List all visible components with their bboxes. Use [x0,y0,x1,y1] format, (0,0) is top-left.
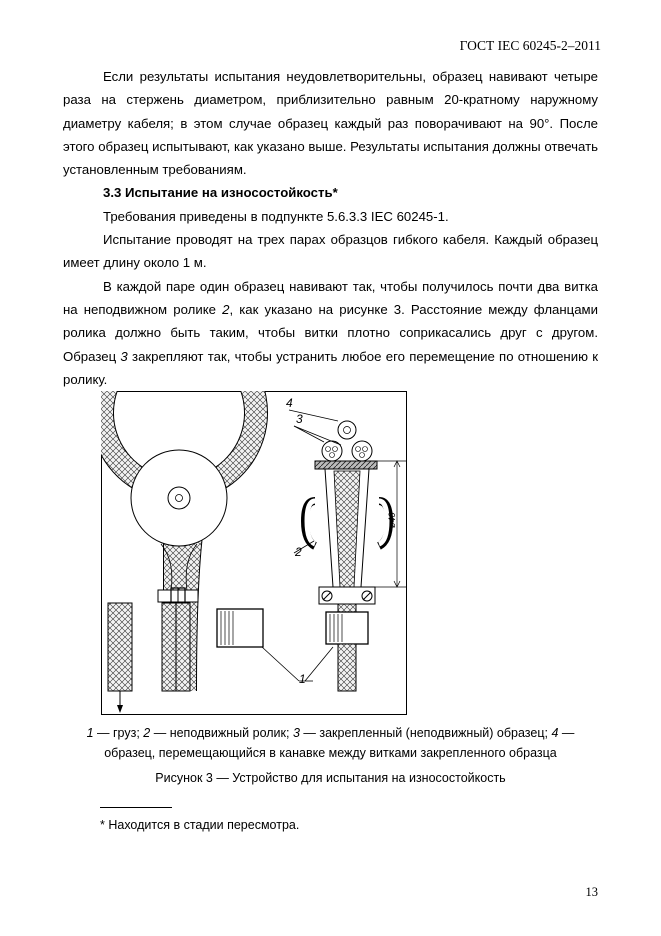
legend-text: — закрепленный (неподвижный) образец; [299,726,552,740]
document-header: ГОСТ IEC 60245-2–2011 [459,38,601,53]
figure-caption: Рисунок 3 — Устройство для испытания на износостойкость [155,771,506,785]
legend-text: — неподвижный ролик; [150,726,293,740]
legend-number: 2 [143,726,151,740]
paragraph-test-samples: Испытание проводят на трех парах образцов гибкого кабеля. Каждый образец имеет длину около 1 м. [63,232,598,271]
label-4: 4 [286,396,293,410]
legend-text: — образец, перемещающийся в канавке между витками закрепленного образца [104,726,575,760]
dimension-label: ø40 [387,512,397,528]
left-view-pulley [102,391,263,713]
text-fragment: В каждой паре один образец навивают так, чтобы получилось почти два витка на неподвижном ролике [63,278,598,317]
figure-legend [63,723,598,763]
label-1: 1 [299,672,306,686]
text-fragment: закрепляют так, чтобы устранить любое его перемещение по отношению к ролику. [63,348,599,387]
paragraph-requirements: Требования приведены в подпункте 5.6.3.3 IEC 60245-1. [103,208,449,224]
body-text [63,65,598,391]
legend-text: — груз; [93,726,144,740]
text-fragment: , как указано на рисунке 3. Расстояние между фланцами ролика должно быть таким, чтобы витки плотно соприкасались друг с другом. Образец [63,301,598,364]
footnote: * Находится в стадии пересмотра. [100,818,300,832]
item-number: 3 [120,348,128,364]
paragraph-unsatisfactory-results: Если результаты испытания неудовлетворительны, образец навивают четыре раза на стержень диаметром, приблизительно равным 20-кратному наружному диаметру кабеля; в этом случае образец каждый раз поворачивают на 90°. После этого образец испытывают, как указано выше. Результаты испытания должны отвечать установленным требованиям. [63,69,598,178]
right-view-section [305,421,406,691]
label-3: 3 [296,412,303,426]
figure-3-abrasion-test-device [101,391,407,715]
legend-number: 3 [292,726,300,740]
legend-number: 1 [86,726,94,740]
item-number: 2 [222,301,230,317]
page-number: 13 [585,885,598,899]
paragraph-test-procedure [63,275,598,391]
legend-number: 4 [551,726,559,740]
label-2: 2 [295,545,302,559]
footnote-separator [100,807,172,808]
section-heading-3-3: 3.3 Испытание на износостойкость* [103,185,338,201]
